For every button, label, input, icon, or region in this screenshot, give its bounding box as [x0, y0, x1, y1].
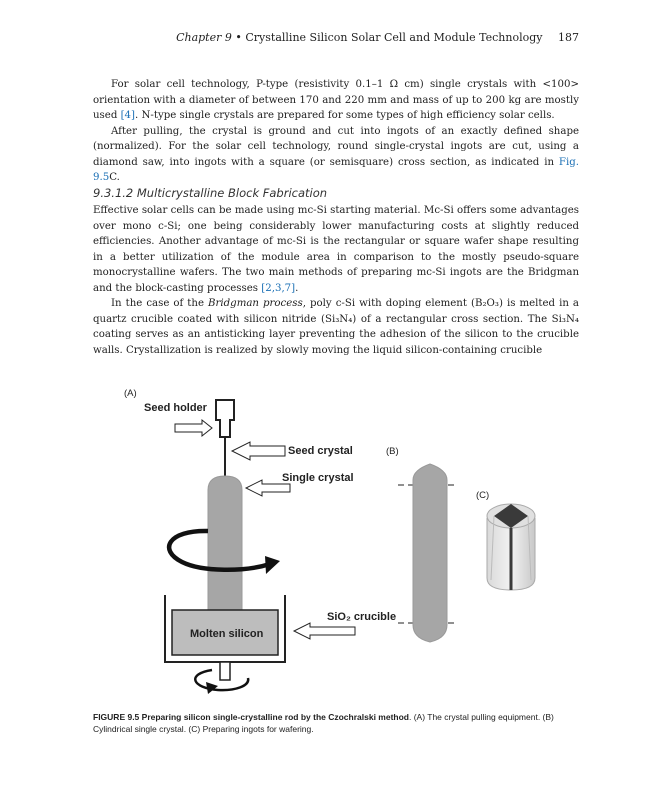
para1-text-b: . N-type single crystals are prepared for some types of high efficiency solar cells.: [135, 110, 555, 121]
header-separator: •: [235, 31, 242, 44]
panel-a-label: (A): [124, 388, 137, 399]
body-text-top: [93, 77, 579, 186]
caption-text: . (A) The crystal pulling equipment. (B) Cylindrical single crystal. (C) Preparing ingots for wafering.: [93, 712, 554, 734]
panel-b-label: (B): [386, 446, 399, 457]
paragraph-4: [93, 296, 579, 358]
page-number: 187: [558, 31, 579, 44]
paragraph-2: [93, 124, 579, 186]
seed-crystal-arrow: [232, 442, 285, 460]
para3-text-b: .: [295, 282, 299, 294]
chapter-label: Chapter 9: [176, 31, 232, 44]
paragraph-1: [93, 77, 579, 124]
figure-link-9-5[interactable]: Fig. 9.5: [93, 156, 579, 183]
figure-caption: [93, 711, 579, 735]
single-crystal-ingot: [208, 476, 242, 610]
crucible-shaft: [220, 662, 230, 680]
chapter-title: Crystalline Silicon Solar Cell and Module Technology: [245, 31, 543, 44]
single-crystal-label: Single crystal: [282, 472, 354, 484]
crucible-arrow: [294, 623, 355, 639]
seed-crystal-label: Seed crystal: [288, 445, 353, 457]
panel-c-label: (C): [476, 490, 490, 501]
para4-text-a: In the case of the: [111, 298, 209, 309]
reference-link-2-3-7[interactable]: [2,3,7]: [261, 282, 296, 294]
cylindrical-crystal: [413, 464, 447, 642]
molten-silicon-label: Molten silicon: [190, 628, 264, 640]
figure-9-5-illustration: [110, 380, 580, 710]
para2-text-b: C.: [109, 172, 120, 183]
caption-lead: FIGURE 9.5 Preparing silicon single-crystalline rod by the Czochralski method: [93, 712, 409, 722]
para4-text-b: , poly c-Si with doping element (B₂O₃) is melted in a quartz crucible coated with silicon nitride (Si₃N₄) of a rectangular cross section. The Si₃N₄ coating serves as an antisticking layer preventing the adhesion of the silicon to the crucible walls. Crystallization is realized by slowly moving the liquid silicon-containing crucible: [93, 298, 580, 356]
sio2-crucible-label: SiO₂ crucible: [327, 611, 397, 623]
para2-text-a: After pulling, the crystal is ground and cut into ingots of an exactly defined shape (normalized). For the solar cell technology, round single-crystal ingots are cut, using a diamond saw, into ingots with a square (or semisquare) cross section, as indicated in: [93, 125, 579, 168]
bottom-rotation-arrowhead: [206, 682, 218, 694]
running-head: [90, 31, 579, 44]
body-text-bottom: [93, 203, 579, 358]
seed-holder-label: Seed holder: [144, 402, 207, 414]
section-heading: 9.3.1.2 Multicrystalline Block Fabrication: [93, 186, 328, 200]
para3-text-a: Effective solar cells can be made using mc-Si starting material. Mc-Si offers some advantages over mono c-Si; one being considerably lower manufacturing costs at slightly reduced efficiencies. Another advantage of mc-Si is the rectangular or square wafer shape resulting in a better utilization of the module area in comparison to the mostly pseudo-square monocrystalline wafers. The two main methods of preparing mc-Si ingots are the Bridgman and the block-casting processes: [93, 205, 579, 294]
para4-emphasis: Bridgman process: [208, 298, 303, 309]
paragraph-3: [93, 203, 579, 296]
reference-link-4[interactable]: [4]: [120, 110, 136, 121]
seed-holder-shape: [216, 400, 234, 437]
seed-holder-arrow: [175, 420, 212, 436]
ingot-cut-illustration: [487, 504, 535, 590]
para1-text-a: For solar cell technology, P-type (resistivity 0.1–1 Ω cm) single crystals with <100> orientation with a diameter of between 170 and 220 mm and mass of up to 200 kg are mostly used: [93, 79, 579, 121]
rotation-arrowhead: [265, 556, 280, 574]
figure-9-5: [110, 380, 580, 710]
